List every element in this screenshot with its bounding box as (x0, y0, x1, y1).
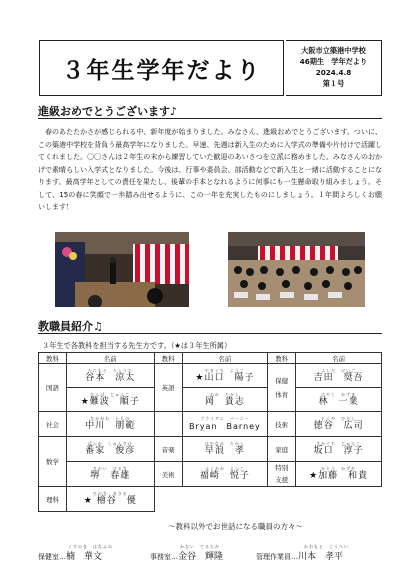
empty-cell (154, 487, 381, 512)
subject-kokugo: 国語 (39, 364, 67, 412)
teacher-cell: さかぐち じゅんこ 坂口 淳子 (296, 437, 382, 462)
staff-intro-text: ３年生で各教科を担当する先生方です。（★は３年生所属） (42, 341, 232, 350)
office-staff-1: くすのき はなふみ 保健室…楠 華文 (38, 544, 113, 562)
issue-date: 2024.4.8 (315, 68, 352, 77)
issue-number: 第１号 (322, 78, 345, 88)
teacher-cell: よしだ けいご 吉田 奨吾 (296, 364, 382, 388)
school-name: 大阪市立築港中学校 (301, 46, 366, 56)
office-staff-3: かわもと こうへい 管理作業員…川本 孝平 (256, 544, 349, 562)
table-row (39, 462, 382, 487)
subject-tokubetsu: 特別 支援 (268, 462, 296, 487)
header-subject: 教科 (268, 353, 296, 364)
teacher-cell: なかがわ ともの 中川 朋範 (66, 412, 154, 437)
teacher-cell: ひのき まさる ★ 檜谷 優 (66, 487, 154, 512)
subject-bijutsu: 美術 (154, 462, 182, 487)
teacher-cell: さかい はるき 堺 春雄 (66, 462, 154, 487)
other-staff-note: 〜教科以外でお世話になる職員の方々〜 (168, 522, 303, 531)
table-row (39, 437, 382, 462)
table-row (39, 364, 382, 388)
subject-katei: 家庭 (268, 437, 296, 462)
section-heading-congrats: 進級おめでとうございます♪ (38, 105, 178, 118)
table-row (39, 487, 382, 512)
section-body-text: 春のあたたかさが感じられる中、新年度が始まりました。みなさん、進級おめでとうございます。ついに、この築港中学校を背負う最高学年になりました。早速、先週は新入生のために入学式の準備や片付けで活躍してくれました。〇〇さんは２年生の末から練習していた歓迎のあいさつを立派に務めました。みなさんのおかげで素晴らしい入学式となりました。今後は、行事や委員会、部活動などで新入生と一緒に活動することになります。最高学年としての責任を果たし、後輩の手本となれるように何事にも一生懸命取り組みましょう。そして、15の春に笑顔で一歩踏み出せるように、この一年を充実したものにしましょう。１年間よろしくお願いします！ (38, 128, 382, 211)
subject-empty (154, 412, 182, 437)
teacher-cell: やまぐち ようこ ★山口 陽子 (182, 364, 268, 388)
header-name: 名前 (66, 353, 154, 364)
header-subject: 教科 (39, 353, 67, 364)
staff-table (38, 352, 382, 512)
subject-eigo: 英語 (154, 364, 182, 412)
subject-gijutsu: 技術 (268, 412, 296, 437)
subject-shakai: 社会 (39, 412, 67, 437)
teacher-cell: とくや ひろし 徳谷 広司 (296, 412, 382, 437)
header-subject: 教科 (154, 353, 182, 364)
teacher-cell: ばんか しゅんすけ 番家 俊彦 (66, 437, 154, 462)
entrance-ceremony-photo-2 (228, 232, 365, 307)
subject-ongaku: 音楽 (154, 437, 182, 462)
section-divider (38, 333, 382, 334)
teacher-cell: おか たかし 岡 貴志 (182, 388, 268, 412)
section-divider (38, 118, 382, 119)
header-name: 名前 (296, 353, 382, 364)
teacher-cell: はやなみ たかし 早浪 孝 (182, 437, 268, 462)
table-row (39, 412, 382, 437)
subject-sugaku: 数学 (39, 437, 67, 487)
table-header-row (39, 353, 382, 364)
issue-info-box (286, 40, 382, 96)
subject-hoken: 保健 体育 (268, 364, 296, 412)
table-row (39, 388, 382, 412)
entrance-ceremony-photo-1 (55, 232, 189, 307)
teacher-cell: かとう かずや ★加藤 和貴 (296, 462, 382, 487)
teacher-cell: ふくおか えつこ 福崎 悦子 (182, 462, 268, 487)
section-heading-staff: 教職員紹介♫ (38, 320, 103, 333)
office-staff-2: かない てるたか 事務室…金谷 輝隆 (150, 544, 224, 562)
teacher-cell: ブライアン バーニー Bryan Barney (182, 412, 268, 437)
teacher-cell: たにもと りょうた 谷本 涼太 (66, 364, 154, 388)
subject-rika: 理科 (39, 487, 67, 512)
teacher-cell: なんば じゅんこ ★難波 順子 (66, 388, 154, 412)
newsletter-title: ３年生学年だより (61, 57, 262, 84)
newsletter-title-box (39, 40, 284, 96)
header-name: 名前 (182, 353, 268, 364)
teacher-cell: はやし かずま 林 一業 (296, 388, 382, 412)
cohort-label: 46期生 学年だより (299, 57, 368, 67)
